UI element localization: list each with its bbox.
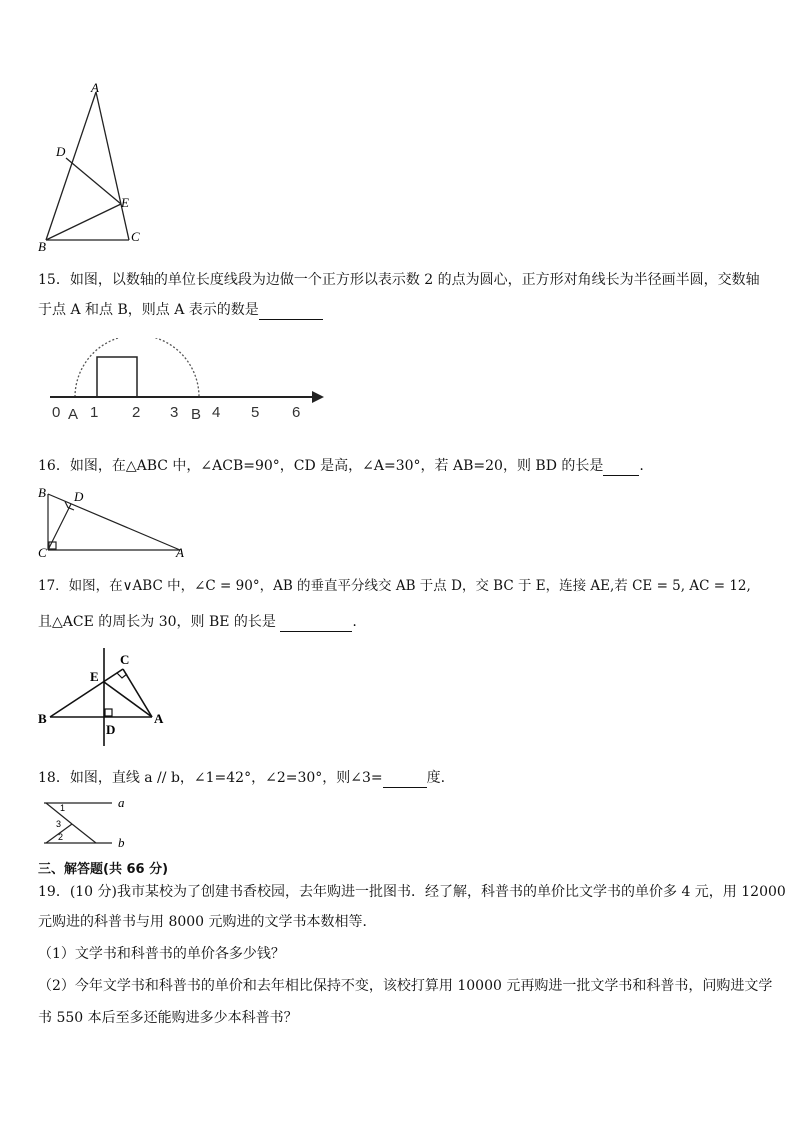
question-16 [38,456,644,476]
label-e: E [90,669,99,684]
question-15-text: 于点 A 和点 B，则点 A 表示的数是 [38,302,259,318]
number-line-label-4: 4 [212,404,221,421]
label-d: D [74,489,84,504]
answer-blank-15[interactable] [259,305,323,320]
question-17-end: . [352,614,357,630]
question-18-end: 度. [426,770,446,786]
question-19-line1: 19．(10 分)我市某校为了创建书香校园，去年购进一批图书．经了解，科普书的单价比文学书的单价多 4 元，用 12000 [38,884,786,900]
number-line-label-0: 0 [52,404,61,421]
question-17-text: 且△ACE 的周长为 30，则 BE 的长是 [38,614,276,630]
answer-blank-17[interactable] [280,617,352,632]
label-c: C [38,545,47,560]
angle-3-label: 3 [56,819,62,829]
label-a: A [91,80,99,95]
answer-blank-18[interactable] [383,773,427,788]
label-c: C [131,229,140,244]
section-heading-solutions: 三、解答题(共 66 分) [38,862,169,877]
label-b: B [38,485,46,500]
label-d: D [106,722,116,737]
figure-q14 [30,78,150,258]
label-b: B [38,711,47,726]
line-b-label: b [118,835,125,850]
question-19-sub1: （1）文学书和科普书的单价各多少钱？ [38,946,285,962]
figure-q17 [34,642,174,750]
number-line-label-5: 5 [251,404,260,421]
line-a-label: a [118,795,125,810]
question-17-line2 [38,612,357,632]
label-d: D [56,144,66,159]
question-16-text: 16．如图，在△ABC 中，∠ACB=90°，CD 是高，∠A=30°，若 AB=20，则 BD 的长是 [38,458,604,474]
angle-2-label: 2 [58,832,64,842]
number-line-label-3: 3 [170,404,179,421]
question-15-line1: 15．如图，以数轴的单位长度线段为边做一个正方形以表示数 2 的点为圆心，正方形对角线长为半径画半圆，交数轴 [38,272,760,288]
label-a: A [176,545,184,560]
label-b: B [38,239,46,254]
figure-q15 [40,338,340,428]
label-e: E [121,195,129,210]
number-line-label-6: 6 [292,404,301,421]
question-18 [38,768,445,788]
number-line-label-b: B [191,406,202,423]
number-line-label-2: 2 [132,404,141,421]
question-16-end: . [639,458,644,474]
label-c: C [120,652,130,667]
question-15-line2 [38,300,323,320]
number-line-label-1: 1 [90,404,99,421]
question-19-sub2-line1: （2）今年文学书和科普书的单价和去年相比保持不变，该校打算用 10000 元再购进一批文学书和科普书，问购进文学 [38,978,773,994]
figure-q18 [38,794,138,850]
question-19-sub2-line2: 书 550 本后至多还能购进多少本科普书？ [38,1010,298,1026]
question-18-text: 18．如图，直线 a // b，∠1=42°，∠2=30°，则∠3= [38,770,383,786]
label-a: A [154,711,164,726]
angle-1-label: 1 [60,803,66,813]
question-19-line2: 元购进的科普书与用 8000 元购进的文学书本数相等． [38,914,377,930]
answer-blank-16[interactable] [603,461,639,476]
question-17-line1: 17．如图，在∨ABC 中，∠C = 90°，AB 的垂直平分线交 AB 于点 D，交 BC 于 E，连接 AE,若 CE = 5, AC = 12, [38,578,751,594]
figure-q16 [34,484,194,560]
number-line-label-a: A [68,406,79,423]
